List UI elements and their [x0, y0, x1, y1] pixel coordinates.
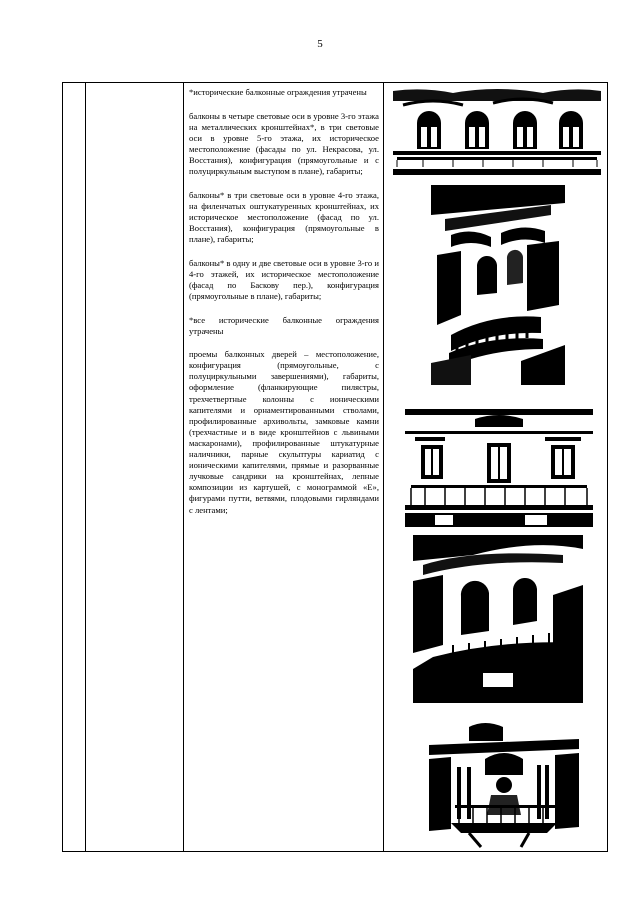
page-number: 5 [317, 38, 323, 50]
photo-balcony-semicircular [431, 185, 565, 385]
photo-cornice-balcony-dark [413, 535, 583, 703]
paragraph-balconies-three-axes: балконы* в три световые оси в уровне 4-го этажа, на филенчатых оштукатуренных кронштейнах, их историческое местоположение (фасад по ул. Восстания), конфигурация (прямоугольные в плане), габариты; [189, 189, 379, 245]
paragraph-balconies-four-axes: балконы в четыре световые оси в уровне 3-го этажа на металлических кронштейнах*, в три световые оси в уровне 5-го этажа, их историческое местоположение (фасады по ул. Некрасова, ул. Восстания), конфигурация (прямоугольные и с полуциркульным выступом в плане), габариты; [189, 110, 379, 177]
photo-facade-arched-windows-balcony [393, 87, 601, 175]
description-column [189, 87, 379, 528]
column-divider-3 [383, 83, 384, 851]
paragraph-balconies-baskov: балконы* в одну и две световые оси в уровне 3-го и 4-го этажей, их историческое местоположение (фасад по Баскову пер.), конфигурация (прямоугольные в плане), габариты; [189, 257, 379, 301]
photo-facade-balcony-railing [405, 409, 593, 527]
document-table [62, 82, 608, 852]
photo-balcony-sculpture [429, 719, 579, 849]
paragraph-balcony-door-openings: проемы балконных дверей – местоположение, конфигурация (прямоугольные, с полуциркульными завершениями), габариты, оформление (фланкирующие пилястры, трехчетвертные колонны с ионическими капителями и орнаментированными стволами, профилированные архивольты, замковые камни (трехчастные и в виде кронштейнов с львиными маскаронами), профилированные штукатурные наличники, парные скульптуры кариатид с ионическими капителями, прямые и разорванные лучковые сандрики на кронштейнах, лепные композиции из картушей, с монограммой «Е», фигурами путти, ветвями, плодовыми гирляндами с лентами; [189, 349, 379, 515]
paragraph-railings-lost: *исторические балконные ограждения утрачены [189, 87, 367, 97]
column-divider-2 [183, 83, 184, 851]
paragraph-all-railings-lost: *все исторические балконные ограждения утрачены [189, 314, 379, 336]
column-divider-1 [85, 83, 86, 851]
